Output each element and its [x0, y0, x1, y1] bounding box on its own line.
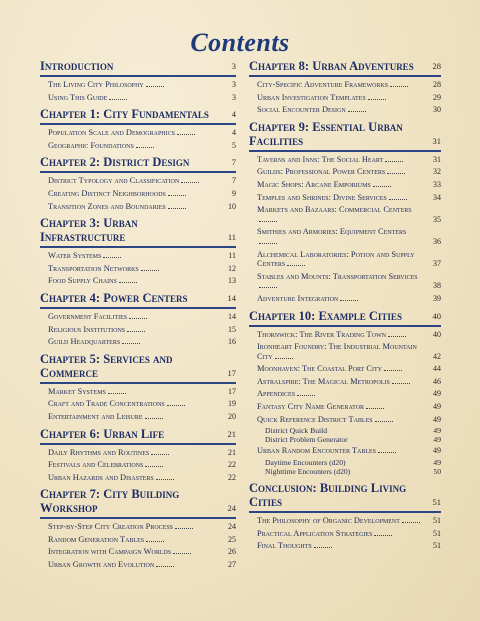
toc-right-column: [249, 54, 441, 554]
toc-entry[interactable]: [249, 446, 441, 456]
toc-entry-page: 22: [228, 460, 236, 470]
chapter-divider: [40, 246, 236, 248]
toc-entry[interactable]: [40, 460, 236, 470]
chapter-title: Chapter 3: Urban Infrastructure: [40, 216, 138, 245]
toc-subentry[interactable]: [249, 436, 441, 445]
dot-leader: [119, 282, 137, 283]
toc-entry[interactable]: [40, 202, 236, 212]
chapter-divider: [40, 517, 236, 519]
toc-entry[interactable]: [249, 227, 441, 246]
toc-entry-page: 42: [433, 351, 441, 361]
toc-entry-page: 4: [232, 128, 236, 138]
chapter-title: Chapter 9: Essential Urban Facilities: [249, 119, 403, 148]
dot-leader: [348, 111, 366, 112]
dot-leader: [402, 522, 420, 523]
toc-subentry-page: 49: [433, 434, 441, 444]
toc-entry-page: 22: [228, 472, 236, 482]
toc-entry[interactable]: [249, 330, 441, 340]
toc-entry-page: 40: [433, 329, 441, 339]
toc-entry-title: Appendices: [257, 389, 296, 399]
toc-entry-title: Transportation Networks: [48, 263, 139, 273]
toc-entry-page: 5: [232, 140, 236, 150]
toc-subentry-title: District Quick Build: [265, 426, 328, 436]
dot-leader: [175, 528, 193, 529]
toc-entry[interactable]: [249, 294, 441, 304]
toc-entry-title: Religious Institutions: [48, 324, 126, 334]
dot-leader: [108, 393, 126, 394]
dot-leader: [389, 199, 407, 200]
chapter-title: Chapter 5: Services and Commerce: [40, 351, 173, 380]
chapter-heading[interactable]: [249, 120, 441, 148]
dot-leader: [173, 553, 191, 554]
toc-entry-page: 10: [228, 201, 236, 211]
toc-entry[interactable]: [249, 415, 441, 425]
chapter-page-number: 7: [231, 157, 236, 168]
toc-entry[interactable]: [40, 80, 236, 90]
chapter-page-number: 40: [432, 310, 441, 321]
toc-entry-page: 49: [433, 414, 441, 424]
toc-entry[interactable]: [249, 402, 441, 412]
toc-entry[interactable]: [40, 176, 236, 186]
toc-entry[interactable]: [249, 541, 441, 551]
toc-entry-page: 28: [433, 80, 441, 89]
toc-entry-title: Urban Random Encounter Tables: [257, 446, 377, 456]
toc-entry[interactable]: [249, 272, 441, 291]
dot-leader: [275, 358, 293, 359]
toc-entry-page: 38: [433, 281, 441, 291]
toc-entry[interactable]: [40, 560, 236, 570]
toc-entry-page: 49: [433, 402, 441, 412]
chapter-heading[interactable]: [40, 291, 236, 305]
toc-entry[interactable]: [249, 180, 441, 190]
chapter-heading[interactable]: [40, 427, 236, 441]
chapter-title: Conclusion: Building Living Cities: [249, 481, 407, 510]
dot-leader: [168, 208, 186, 209]
chapter-divider: [249, 75, 441, 77]
dot-leader: [366, 408, 384, 409]
dot-leader: [314, 547, 332, 548]
toc-entry[interactable]: [40, 547, 236, 557]
chapter-title: Chapter 2: District Design: [40, 155, 190, 170]
dot-leader: [177, 134, 195, 135]
toc-entry-title: Population Scale and Demographics: [48, 128, 175, 138]
toc-entry[interactable]: [249, 93, 441, 103]
chapter-divider: [249, 511, 441, 513]
toc-entry[interactable]: [40, 535, 236, 545]
chapter-page-number: 24: [227, 503, 236, 514]
toc-entry-title: Taverns and Inns: The Social Heart: [257, 154, 384, 164]
chapter-divider: [249, 325, 441, 327]
toc-entry-title: District Typology and Classification: [48, 176, 180, 186]
chapter-page-number: 28: [432, 61, 441, 71]
dot-leader: [259, 243, 277, 244]
chapter-divider: [40, 307, 236, 309]
toc-entry-page: 21: [228, 447, 236, 457]
toc-entry[interactable]: [40, 276, 236, 286]
chapter-title: Introduction: [40, 59, 114, 73]
toc-entry-page: 35: [433, 214, 441, 224]
chapter-heading[interactable]: [249, 481, 441, 509]
dot-leader: [378, 452, 396, 453]
chapter-title: Chapter 1: City Fundamentals: [40, 107, 209, 122]
toc-entry[interactable]: [40, 141, 236, 151]
toc-entry-page: 3: [232, 92, 236, 102]
dot-leader: [387, 173, 405, 174]
chapter-heading[interactable]: [40, 352, 236, 380]
toc-entry-title: City-Specific Adventure Frameworks: [257, 80, 389, 89]
dot-leader: [167, 405, 185, 406]
toc-entry[interactable]: [249, 205, 441, 224]
toc-entry[interactable]: [249, 364, 441, 374]
toc-entry-title: Social Encounter Design: [257, 105, 346, 115]
toc-entry[interactable]: [249, 377, 441, 387]
chapter-heading[interactable]: [249, 309, 441, 323]
toc-entry-title: Smithies and Armories: Equipment Centers: [257, 227, 407, 237]
toc-entry-title: Water Systems: [48, 251, 102, 261]
chapter-divider: [40, 443, 236, 445]
chapter-title: Chapter 10: Example Cities: [249, 308, 402, 323]
toc-subentry-page: 49: [433, 426, 441, 436]
toc-entry-title: Moonhaven: The Coastal Port City: [257, 364, 382, 374]
chapter-heading[interactable]: [249, 59, 441, 73]
chapter-divider: [40, 123, 236, 125]
toc-entry-page: 44: [433, 364, 441, 374]
toc-subentry-title: Nighttime Encounters (d20): [265, 466, 351, 476]
dot-leader: [297, 395, 315, 396]
toc-entry-page: 15: [228, 324, 236, 334]
toc-entry[interactable]: [249, 105, 441, 115]
toc-entry[interactable]: [249, 250, 441, 269]
chapter-page-number: 21: [227, 428, 236, 439]
dot-leader: [368, 99, 386, 100]
chapter-heading[interactable]: [40, 107, 236, 121]
toc-entry-page: 34: [433, 192, 441, 202]
toc-entry[interactable]: [40, 264, 236, 274]
toc-subentry-title: Daytime Encounters (d20): [265, 458, 346, 468]
toc-entry-title: Markets and Bazaars: Commercial Centers: [257, 205, 412, 215]
dot-leader: [374, 535, 392, 536]
toc-entry-title: Food Supply Chains: [48, 276, 117, 286]
toc-entry-page: 14: [228, 311, 236, 321]
chapter-page-number: 3: [231, 61, 236, 71]
toc-entry[interactable]: [40, 399, 236, 409]
dot-leader: [340, 300, 358, 301]
dot-leader: [156, 566, 174, 567]
toc-entry-page: 51: [433, 516, 441, 526]
dot-leader: [136, 147, 154, 148]
chapter-page-number: 31: [432, 135, 441, 146]
toc-entry-page: 19: [228, 399, 236, 409]
toc-entry-page: 39: [433, 293, 441, 303]
toc-entry-title: Craft and Trade Concentrations: [48, 399, 165, 409]
toc-entry[interactable]: [249, 193, 441, 203]
chapter-heading[interactable]: [40, 155, 236, 169]
chapter-heading[interactable]: [40, 59, 236, 73]
toc-entry-title: Guild Headquarters: [48, 337, 121, 347]
chapter-heading[interactable]: [40, 487, 236, 515]
dot-leader: [385, 161, 403, 162]
toc-entry-page: 24: [228, 522, 236, 532]
dot-leader: [388, 336, 406, 337]
toc-entry-title: Adventure Integration: [257, 293, 339, 303]
chapter-title: Chapter 4: Power Centers: [40, 290, 188, 305]
chapter-page-number: 51: [432, 497, 441, 508]
toc-entry-page: 46: [433, 376, 441, 386]
toc-entry-title: Daily Rhythms and Routines: [48, 447, 150, 457]
toc-subentry[interactable]: [249, 468, 441, 477]
dot-leader: [259, 287, 277, 288]
chapter-divider: [40, 171, 236, 173]
dot-leader: [390, 86, 408, 87]
dot-leader: [392, 383, 410, 384]
toc-entry-page: 33: [433, 179, 441, 189]
toc-entry-page: 36: [433, 236, 441, 246]
dot-leader: [109, 99, 127, 100]
dot-leader: [373, 186, 391, 187]
toc-entry[interactable]: [249, 342, 441, 361]
chapter-divider: [40, 75, 236, 77]
toc-entry-title: Transition Zones and Boundaries: [48, 201, 166, 211]
dot-leader: [384, 370, 402, 371]
toc-entry-page: 32: [433, 167, 441, 177]
toc-entry[interactable]: [40, 412, 236, 422]
toc-entry-page: 25: [228, 534, 236, 544]
toc-entry-title: Random Generation Tables: [48, 534, 145, 544]
toc-entry-title: Geographic Foundations: [48, 140, 134, 150]
chapter-page-number: 11: [227, 232, 236, 243]
chapter-page-number: 4: [231, 109, 236, 120]
toc-entry-page: 51: [433, 528, 441, 538]
toc-entry-page: 9: [232, 188, 236, 198]
toc-entry-title: Fantasy City Name Generator: [257, 402, 365, 412]
toc-entry-title: Urban Growth and Evolution: [48, 560, 155, 570]
toc-entry-page: 37: [433, 259, 441, 269]
chapter-page-number: 14: [227, 292, 236, 303]
toc-entry-page: 20: [228, 411, 236, 421]
toc-entry[interactable]: [249, 516, 441, 526]
toc-entry-title: Using This Guide: [48, 92, 108, 102]
toc-entry-title: Urban Hazards and Disasters: [48, 472, 154, 482]
toc-entry-title: Integration with Campaign Worlds: [48, 547, 172, 557]
chapter-title: Chapter 8: Urban Adventures: [249, 59, 414, 73]
dot-leader: [146, 541, 164, 542]
toc-entry-page: 30: [433, 105, 441, 115]
toc-entry-title: Creating Distinct Neighborhoods: [48, 188, 166, 198]
chapter-page-number: 17: [227, 367, 236, 378]
toc-entry-page: 27: [228, 560, 236, 570]
toc-entry[interactable]: [249, 155, 441, 165]
toc-entry-page: 49: [433, 389, 441, 399]
toc-entry-page: 16: [228, 337, 236, 347]
page-title: Contents: [190, 28, 290, 57]
toc-entry-title: Market Systems: [48, 386, 106, 396]
toc-entry[interactable]: [40, 325, 236, 335]
toc-entry-title: Urban Investigation Templates: [257, 92, 366, 102]
dot-leader: [287, 265, 305, 266]
toc-entry[interactable]: [40, 128, 236, 138]
chapter-divider: [249, 150, 441, 152]
toc-entry[interactable]: [249, 80, 441, 90]
toc-entry[interactable]: [40, 387, 236, 397]
toc-entry-title: Government Facilities: [48, 311, 128, 321]
toc-entry-title: Quick Reference District Tables: [257, 414, 373, 424]
toc-entry-title: Astralspire: The Magical Metropolis: [257, 376, 390, 386]
dot-leader: [156, 479, 174, 480]
toc-entry[interactable]: [40, 448, 236, 458]
toc-entry-page: 31: [433, 154, 441, 164]
toc-entry[interactable]: [40, 189, 236, 199]
toc-subentry-page: 50: [433, 466, 441, 476]
dot-leader: [151, 454, 169, 455]
toc-entry-title: Stables and Mounts: Transportation Services: [257, 271, 418, 281]
toc-entry[interactable]: [249, 529, 441, 539]
toc-subentry-title: District Problem Generator: [265, 434, 348, 444]
toc-entry-title: Magic Shops: Arcane Emporiums: [257, 179, 371, 189]
toc-entry[interactable]: [40, 251, 236, 261]
dot-leader: [259, 221, 277, 222]
toc-entry-page: 17: [228, 386, 236, 396]
toc-entry-page: 29: [433, 92, 441, 102]
toc-entry-page: 11: [228, 251, 236, 261]
toc-entry[interactable]: [40, 473, 236, 483]
dot-leader: [145, 466, 163, 467]
toc-entry-title: Thornwick: The River Trading Town: [257, 329, 386, 339]
chapter-heading[interactable]: [40, 216, 236, 244]
toc-entry[interactable]: [40, 337, 236, 347]
toc-entry-page: 26: [228, 547, 236, 557]
dot-leader: [122, 343, 140, 344]
toc-entry-title: Ironheart Foundry: The Industrial Mountain City: [257, 342, 417, 361]
chapter-divider: [40, 382, 236, 384]
toc-entry-title: Temples and Shrines: Divine Services: [257, 192, 387, 202]
toc-entry-page: 12: [228, 263, 236, 273]
toc-subentry-page: 49: [433, 458, 441, 468]
toc-entry[interactable]: [249, 167, 441, 177]
dot-leader: [181, 182, 199, 183]
toc-entry-title: Alchemical Laboratories: Potion and Supply Centers: [257, 249, 415, 269]
toc-entry[interactable]: [40, 93, 236, 103]
dot-leader: [103, 257, 121, 258]
chapter-title: Chapter 7: City Building Workshop: [40, 487, 180, 516]
toc-entry-title: Step-by-Step City Creation Process: [48, 522, 174, 532]
toc-entry-page: 3: [232, 80, 236, 89]
dot-leader: [146, 86, 164, 87]
toc-entry[interactable]: [249, 389, 441, 399]
toc-entry-title: The Living City Philosophy: [48, 80, 144, 89]
toc-entry-title: Guilds: Professional Power Centers: [257, 167, 386, 177]
toc-entry-title: Final Thoughts: [257, 541, 312, 551]
dot-leader: [375, 421, 393, 422]
toc-entry-title: Practical Application Strategies: [257, 528, 373, 538]
toc-entry-title: Festivals and Celebrations: [48, 460, 144, 470]
toc-entry-page: 7: [232, 176, 236, 186]
toc-entry-page: 13: [228, 276, 236, 286]
toc-entry[interactable]: [40, 522, 236, 532]
toc-entry-page: 51: [433, 541, 441, 551]
dot-leader: [168, 195, 186, 196]
chapter-title: Chapter 6: Urban Life: [40, 426, 165, 441]
toc-left-column: [40, 54, 236, 573]
toc-entry-page: 49: [433, 446, 441, 456]
dot-leader: [127, 331, 145, 332]
dot-leader: [145, 418, 163, 419]
dot-leader: [129, 318, 147, 319]
toc-entry-title: The Philosophy of Organic Development: [257, 516, 400, 526]
toc-entry[interactable]: [40, 312, 236, 322]
toc-entry-title: Entertainment and Leisure: [48, 411, 143, 421]
dot-leader: [141, 270, 159, 271]
